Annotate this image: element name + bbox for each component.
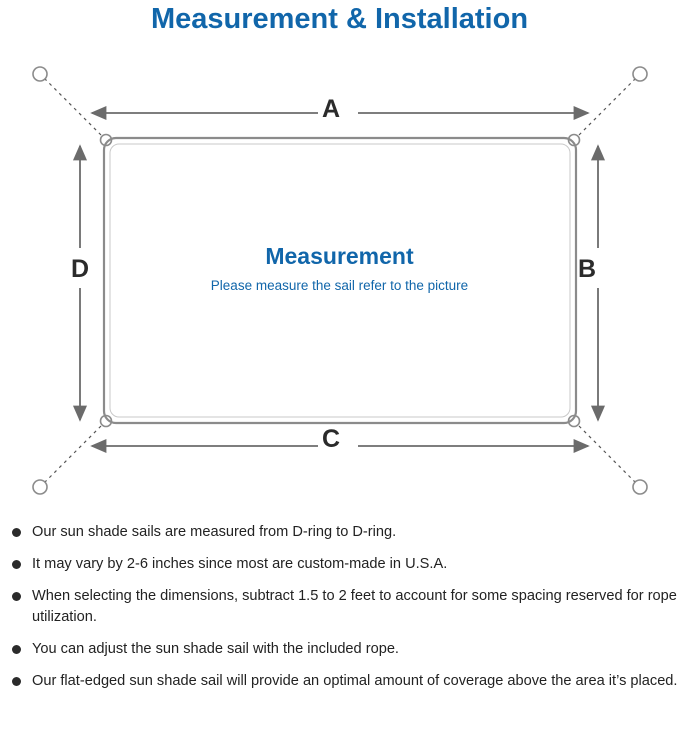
bullet-icon	[12, 560, 21, 569]
list-item	[0, 671, 679, 692]
diagram-center-subtitle: Please measure the sail refer to the picture	[210, 278, 469, 293]
diagram-center-title: Measurement	[265, 243, 414, 269]
note-text: When selecting the dimensions, subtract 1.5 to 2 feet to account for some spacing reserved for rope utilization.	[32, 588, 677, 625]
note-text: Our flat-edged sun shade sail will provide an optimal amount of coverage above the area it’s placed.	[32, 673, 678, 689]
sail-measurement-diagram	[0, 48, 679, 518]
dimension-label-b: B	[578, 255, 597, 283]
bullet-icon	[12, 677, 21, 686]
list-item	[0, 639, 679, 660]
page-title: Measurement & Installation	[150, 3, 529, 35]
notes-list	[0, 522, 679, 703]
bullet-icon	[12, 592, 21, 601]
note-text: You can adjust the sun shade sail with the included rope.	[32, 641, 399, 657]
dimension-label-a: A	[322, 95, 341, 123]
note-text: Our sun shade sails are measured from D-ring to D-ring.	[32, 524, 397, 540]
bullet-icon	[12, 645, 21, 654]
list-item	[0, 554, 679, 575]
dimension-label-d: D	[71, 255, 90, 283]
list-item	[0, 586, 679, 628]
dimension-label-c: C	[322, 425, 341, 453]
list-item	[0, 522, 679, 543]
note-text: It may vary by 2-6 inches since most are custom-made in U.S.A.	[32, 556, 448, 572]
bullet-icon	[12, 528, 21, 537]
